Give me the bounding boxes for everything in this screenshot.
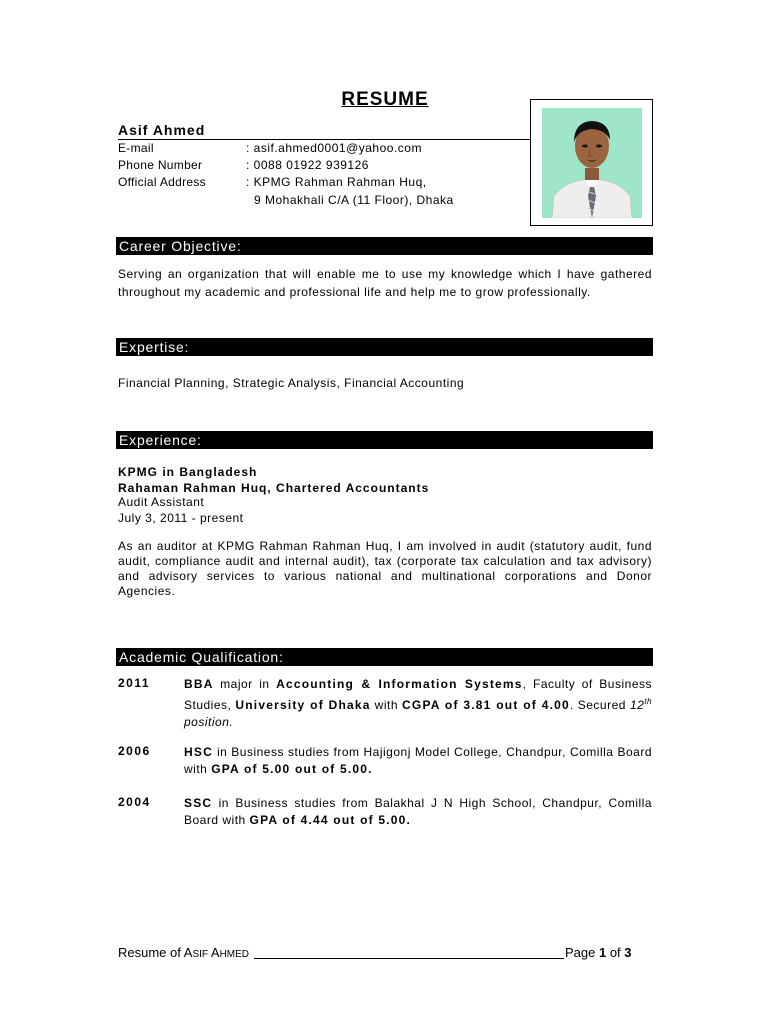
experience-heading: Experience: [116,431,653,449]
address-value-line2: 9 Mohakhali C/A (11 Floor), Dhaka [254,193,454,207]
academic-year-2004: 2004 [118,795,151,809]
career-objective-text: Serving an organization that will enable me to use my knowledge which I have gathered throughout my academic and professional life and help me to grow professionally. [118,267,652,299]
career-objective-heading: Career Objective: [116,237,653,255]
expertise-text: Financial Planning, Strategic Analysis, Financial Accounting [118,376,465,390]
photo-frame [530,99,653,226]
address-value-line1: : KPMG Rahman Rahman Huq, [246,175,427,189]
address-label: Official Address [118,175,206,189]
resume-title: RESUME [341,89,429,110]
experience-role: Audit Assistant [118,495,205,509]
footer-rule [254,958,564,959]
academic-year-2006: 2006 [118,744,151,758]
academic-entry-bba: BBA major in Accounting & Information Systems, Faculty of Business Studies, University of Dhaka with CGPA of 3.81 out of 4.00. Secured 12th position. [184,677,652,729]
phone-label: Phone Number [118,158,203,172]
email-label: E-mail [118,141,154,155]
footer-page-number: Page 1 of 3 [565,945,632,960]
phone-value: : 0088 01922 939126 [246,158,369,172]
candidate-name: Asif Ahmed [118,122,206,138]
experience-period: July 3, 2011 - present [118,511,244,525]
name-underline [118,139,542,140]
academic-heading: Academic Qualification: [116,648,653,666]
email-value: : asif.ahmed0001@yahoo.com [246,141,422,155]
academic-entry-ssc: SSC in Business studies from Balakhal J N High School, Chandpur, Comilla Board with GPA of 4.44 out of 5.00. [184,796,652,827]
experience-description: As an auditor at KPMG Rahman Rahman Huq, I am involved in audit (statutory audit, fund audit, compliance audit and internal audit), tax (corporate tax calculation and tax advisory) and advisory services to various national and multinational corporations and Donor Agencies. [118,539,652,598]
academic-year-2011: 2011 [118,676,151,690]
experience-firm: Rahaman Rahman Huq, Chartered Accountants [118,481,430,495]
expertise-heading: Expertise: [116,338,653,356]
footer-resume-of: Resume of ASIF AHMED [118,945,250,960]
experience-company: KPMG in Bangladesh [118,465,258,479]
profile-photo [542,108,642,218]
academic-entry-hsc: HSC in Business studies from Hajigonj Model College, Chandpur, Comilla Board with GPA of 5.00 out of 5.00. [184,745,652,776]
